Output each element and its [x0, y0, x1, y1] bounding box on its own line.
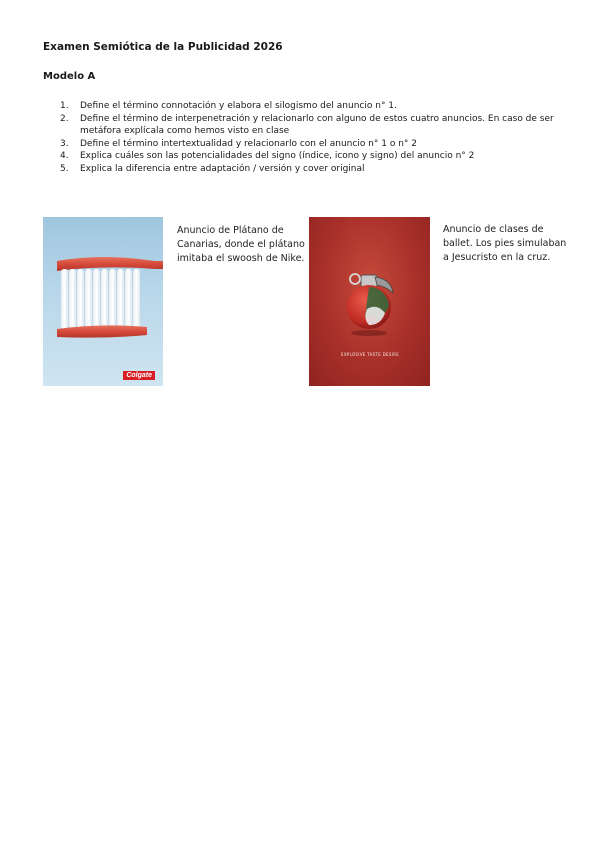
question-item	[60, 113, 565, 138]
toothbrush-top-handle	[57, 257, 163, 271]
grenade-shadow	[351, 330, 387, 336]
colgate-tagline	[85, 374, 86, 378]
question-item	[60, 100, 565, 113]
question-item	[60, 138, 565, 151]
question-number: 5.	[60, 163, 69, 174]
toothbrush-illustration	[43, 217, 163, 386]
question-text: Explica cuáles son las potencialidades del signo (índice, icono y signo) del anuncio n° 2	[80, 151, 475, 161]
ad-caption: Anuncio de Plátano de Canarias, donde el plátano imitaba el swoosh de Nike.	[177, 225, 305, 264]
question-text: Define el término connotación y elabora el silogismo del anuncio n° 1.	[80, 101, 397, 111]
toothbrush-bristles	[61, 269, 140, 329]
question-number: 4.	[60, 151, 69, 161]
grenade-ad-headline: EXPLOSIVE TASTE DESIRE	[341, 352, 400, 357]
question-number: 3.	[60, 138, 69, 149]
question-item	[60, 150, 565, 163]
colgate-ad-image	[43, 217, 163, 386]
ad-caption: Anuncio de clases de ballet. Los pies simulaban a Jesucristo en la cruz.	[443, 224, 567, 263]
question-item	[60, 163, 565, 176]
grenade-pin-ring	[350, 274, 360, 284]
grenade-ad-image	[309, 217, 430, 386]
question-text: Define el término intertextualidad y relacionarlo con el anuncio n° 1 o n° 2	[80, 138, 417, 149]
grenade-illustration	[309, 217, 430, 386]
exam-title: Examen Semiótica de la Publicidad 2026	[43, 41, 283, 53]
question-number: 1.	[60, 101, 69, 111]
question-text: Define el término de interpenetración y relacionarlo con alguno de estos cuatro anuncios. En caso de ser metáfora explícala como hemos visto en clase	[80, 113, 554, 136]
question-number: 2.	[60, 113, 69, 124]
question-list	[60, 100, 565, 175]
question-text: Explica la diferencia entre adaptación / versión y cover original	[80, 163, 365, 174]
model-heading: Modelo A	[43, 71, 96, 82]
colgate-logo: Colgate	[123, 371, 155, 380]
